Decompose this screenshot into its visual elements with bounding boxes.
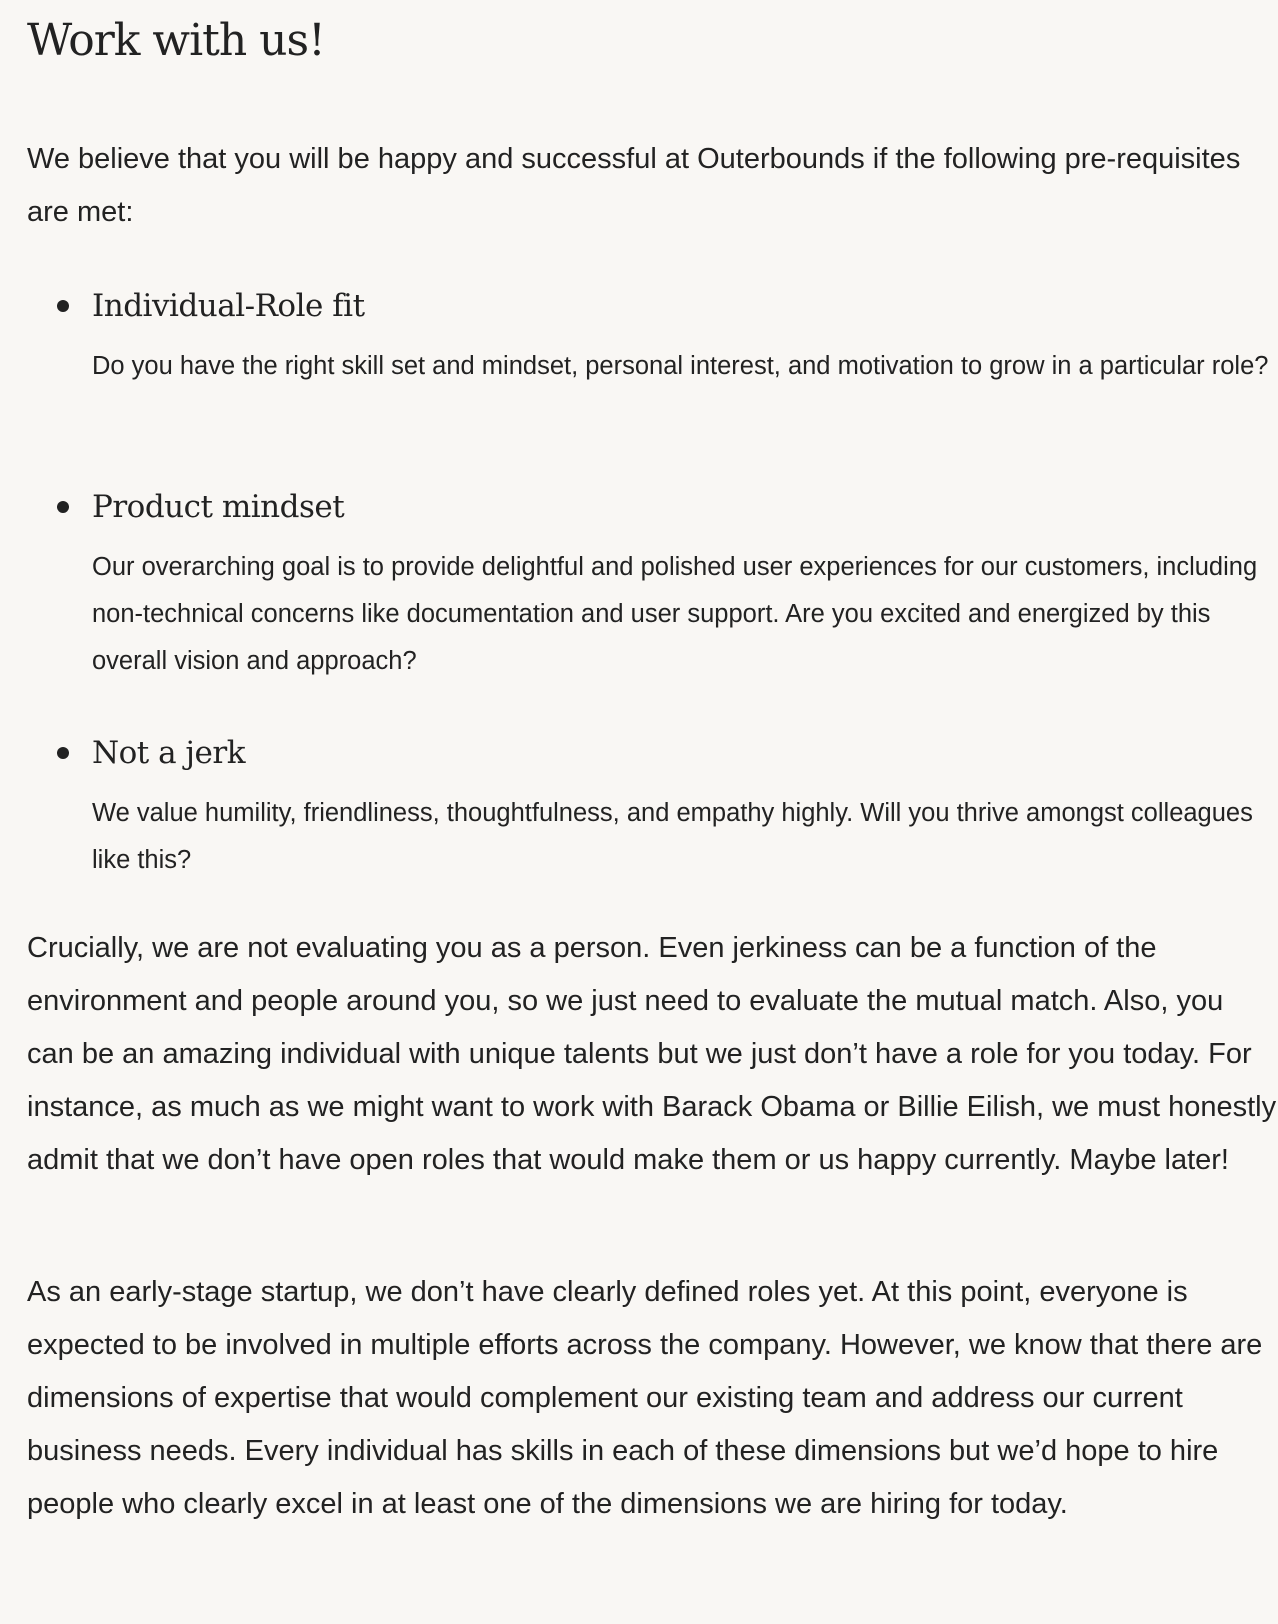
- page-title: Work with us!: [27, 15, 325, 66]
- bullet-icon: [57, 300, 69, 312]
- startup-roles-paragraph: As an early-stage startup, we don’t have clearly defined roles yet. At this point, everyone is expected to be involved in multiple efforts across the company. However, we know that there are dimensions of expertise that would complement our existing team and address our current business needs. Every individual has skills in each of these dimensions but we’d hope to hire people who clearly excel in at least one of the dimensions we are hiring for today.: [27, 1276, 1263, 1520]
- bullet-icon: [57, 747, 69, 759]
- prerequisite-description: Our overarching goal is to provide delightful and polished user experiences for our customers, including non-technical concerns like documentation and user support. Are you excited and energized by this overall vision and approach?: [92, 553, 1258, 675]
- prerequisite-title: Product mindset: [92, 489, 345, 525]
- evaluation-paragraph: Crucially, we are not evaluating you as a person. Even jerkiness can be a function of the environment and people around you, so we just need to evaluate the mutual match. Also, you can be an amazing individual with unique talents but we just don’t have a role for you today. For instance, as much as we might want to work with Barack Obama or Billie Eilish, we must honestly admit that we don’t have open roles that would make them or us happy currently. Maybe later!: [27, 932, 1277, 1176]
- prerequisite-description: We value humility, friendliness, thoughtfulness, and empathy highly. Will you thrive amongst colleagues like this?: [92, 799, 1253, 874]
- bullet-icon: [57, 501, 69, 513]
- prerequisite-title: Not a jerk: [92, 735, 245, 771]
- intro-paragraph: We believe that you will be happy and successful at Outerbounds if the following pre-requisites are met:: [27, 143, 1241, 228]
- prerequisite-title: Individual-Role fit: [92, 288, 365, 324]
- prerequisite-description: Do you have the right skill set and mindset, personal interest, and motivation to grow in a particular role?: [92, 352, 1269, 380]
